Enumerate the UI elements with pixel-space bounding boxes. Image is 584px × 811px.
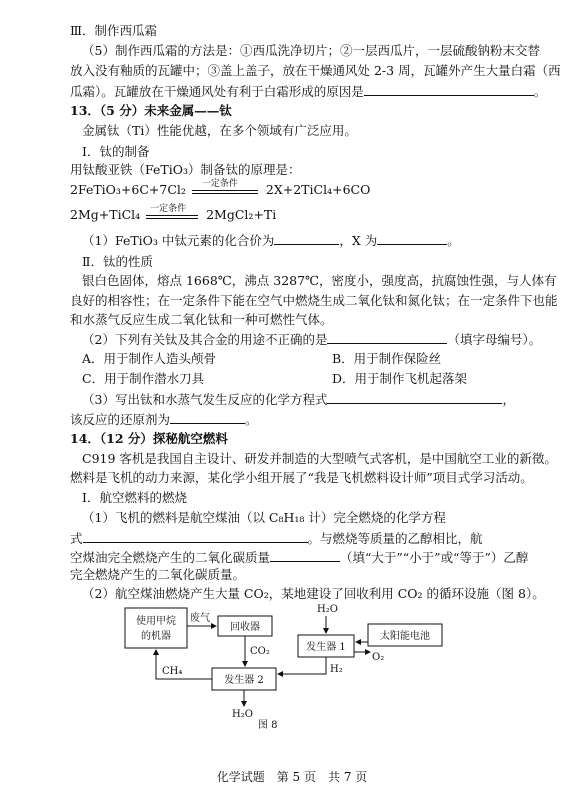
question-13-3-line-2: 该反应的还原剂为 。 — [70, 412, 258, 427]
absorber-box — [218, 616, 272, 636]
question-14-1-line-1: （1）飞机的燃料是航空煤油（以 C₈H₁₈ 计）完全燃烧的化学方程 — [82, 510, 446, 525]
svg-text:的机器: 的机器 — [141, 631, 171, 642]
svg-text:使用甲烷: 使用甲烷 — [136, 616, 176, 627]
svg-text:回收器: 回收器 — [230, 622, 260, 633]
svg-text:发生器 2: 发生器 2 — [224, 675, 264, 686]
page-footer: 化学试题 第 5 页 共 7 页 — [216, 770, 368, 784]
option-row-2 — [82, 370, 552, 388]
co2-label: CO₂ — [250, 646, 270, 657]
equation-2: 2Mg+TiCl₄ 一定条件 2MgCl₂+Ti — [70, 203, 277, 222]
answer-blank[interactable] — [364, 82, 534, 96]
svg-text:发生器 1: 发生器 1 — [306, 642, 346, 653]
text-line: C919 客机是我国自主设计、研发并制造的大型喷气式客机，是中国航空工业的新徵。 — [82, 451, 557, 466]
text-line: 金属钛（Ti）性能优越，在多个领域有广泛应用。 — [82, 123, 357, 138]
section-heading-i: Ⅰ．航空燃料的燃烧 — [82, 490, 187, 505]
answer-blank[interactable] — [270, 548, 340, 562]
option-c: C．用于制作潜水刀具 — [82, 371, 205, 386]
solar-cell-box — [368, 624, 442, 646]
condition-arrow: 一定条件 — [190, 184, 262, 198]
section-heading-i: Ⅰ．钛的制备 — [82, 144, 150, 159]
question-13-3-line-1: （3）写出钛和水蒸气发生反应的化学方程式 ， — [82, 392, 515, 407]
equation-1: 2FeTiO₃+6C+7Cl₂ 一定条件 2X+2TiCl₄+6CO — [70, 178, 371, 197]
question-13-1: （1）FeTiO₃ 中钛元素的化合价为 ，X 为 。 — [82, 233, 460, 248]
question-14-1-line-3: 空煤油完全燃烧产生的二氧化碳质量 （填“大于”“小于”或“等于”）乙醇 — [70, 550, 529, 565]
methane-machine-box — [125, 608, 187, 648]
question-5-line-3: 瓜霜）。瓦罐放在干燥通风处有利于白霜形成的原因是 。 — [70, 84, 547, 99]
question-5-line-2: 放入没有釉质的瓦罐中；③盖上盖子，放在干燥通风处 2-3 周，瓦罐外产生大量白霜（西 — [70, 63, 561, 78]
water-out-label: H₂O — [232, 709, 253, 720]
option-d: D．用于制作飞机起落架 — [332, 371, 468, 386]
text-line: 完全燃烧产生的二氧化碳质量。 — [70, 567, 246, 582]
option-a: A．用于制作人造头颅骨 — [82, 351, 217, 366]
text-line: 和水蒸气反应生成二氧化钛和一种可燃性气体。 — [70, 312, 333, 327]
question-5-line-1: （5）制作西瓜霜的方法是：①西瓜洗净切片；②一层西瓜片，一层硫酸钠粉末交替 — [82, 43, 540, 58]
question-14-title: 14．（12 分）探秘航空燃料 — [70, 431, 228, 446]
answer-blank[interactable] — [377, 231, 447, 245]
methane-label: CH₄ — [162, 666, 183, 677]
question-14-2: （2）航空煤油燃烧产生大量 CO₂，某地建设了回收利用 CO₂ 的循环设施（图 8）。 — [82, 586, 545, 601]
answer-blank[interactable] — [83, 529, 308, 543]
svg-text:太阳能电池: 太阳能电池 — [380, 631, 430, 642]
generator-1-box — [298, 635, 354, 657]
text-line: 燃料是飞机的动力来源，某化学小组开展了“我是飞机燃料设计师”项目式学习活动。 — [70, 470, 533, 485]
hydrogen-arrow — [278, 657, 326, 674]
co2-cycle-diagram — [100, 602, 480, 732]
section-heading-ii: Ⅱ．钛的性质 — [82, 254, 153, 269]
question-13-2: （2）下列有关钛及其合金的用途不正确的是 （填字母编号）。 — [82, 332, 542, 347]
figure-caption: 图 8 — [258, 720, 278, 731]
answer-blank[interactable] — [327, 330, 447, 344]
hydrogen-label: H₂ — [330, 664, 343, 675]
text-line: 银白色固体，熔点 1668℃，沸点 3287℃，密度小，强度高，抗腐蚀性强，与人体有 — [82, 273, 557, 288]
section-heading-iii: Ⅲ．制作西瓜霜 — [70, 23, 158, 38]
option-row-1 — [82, 350, 552, 368]
oxygen-label: O₂ — [372, 652, 385, 663]
text-line: 良好的相容性；在一定条件下能在空气中燃烧生成二氧化钛和氮化钛；在一定条件下也能 — [70, 293, 558, 308]
waste-gas-label: 废气 — [190, 613, 210, 624]
text-line: 用钛酸亚铁（FeTiO₃）制备钛的原理是： — [70, 162, 301, 177]
generator-2-box — [212, 668, 276, 690]
option-b: B．用于制作保险丝 — [332, 351, 442, 366]
answer-blank[interactable] — [170, 410, 245, 424]
answer-blank[interactable] — [327, 390, 502, 404]
answer-blank[interactable] — [274, 231, 339, 245]
water-in-label: H₂O — [317, 604, 338, 615]
condition-arrow: 一定条件 — [144, 209, 202, 223]
question-13-title: 13．（5 分）未来金属——钛 — [70, 103, 232, 118]
question-14-1-line-2: 式 。与燃烧等质量的乙醇相比，航 — [70, 531, 483, 546]
